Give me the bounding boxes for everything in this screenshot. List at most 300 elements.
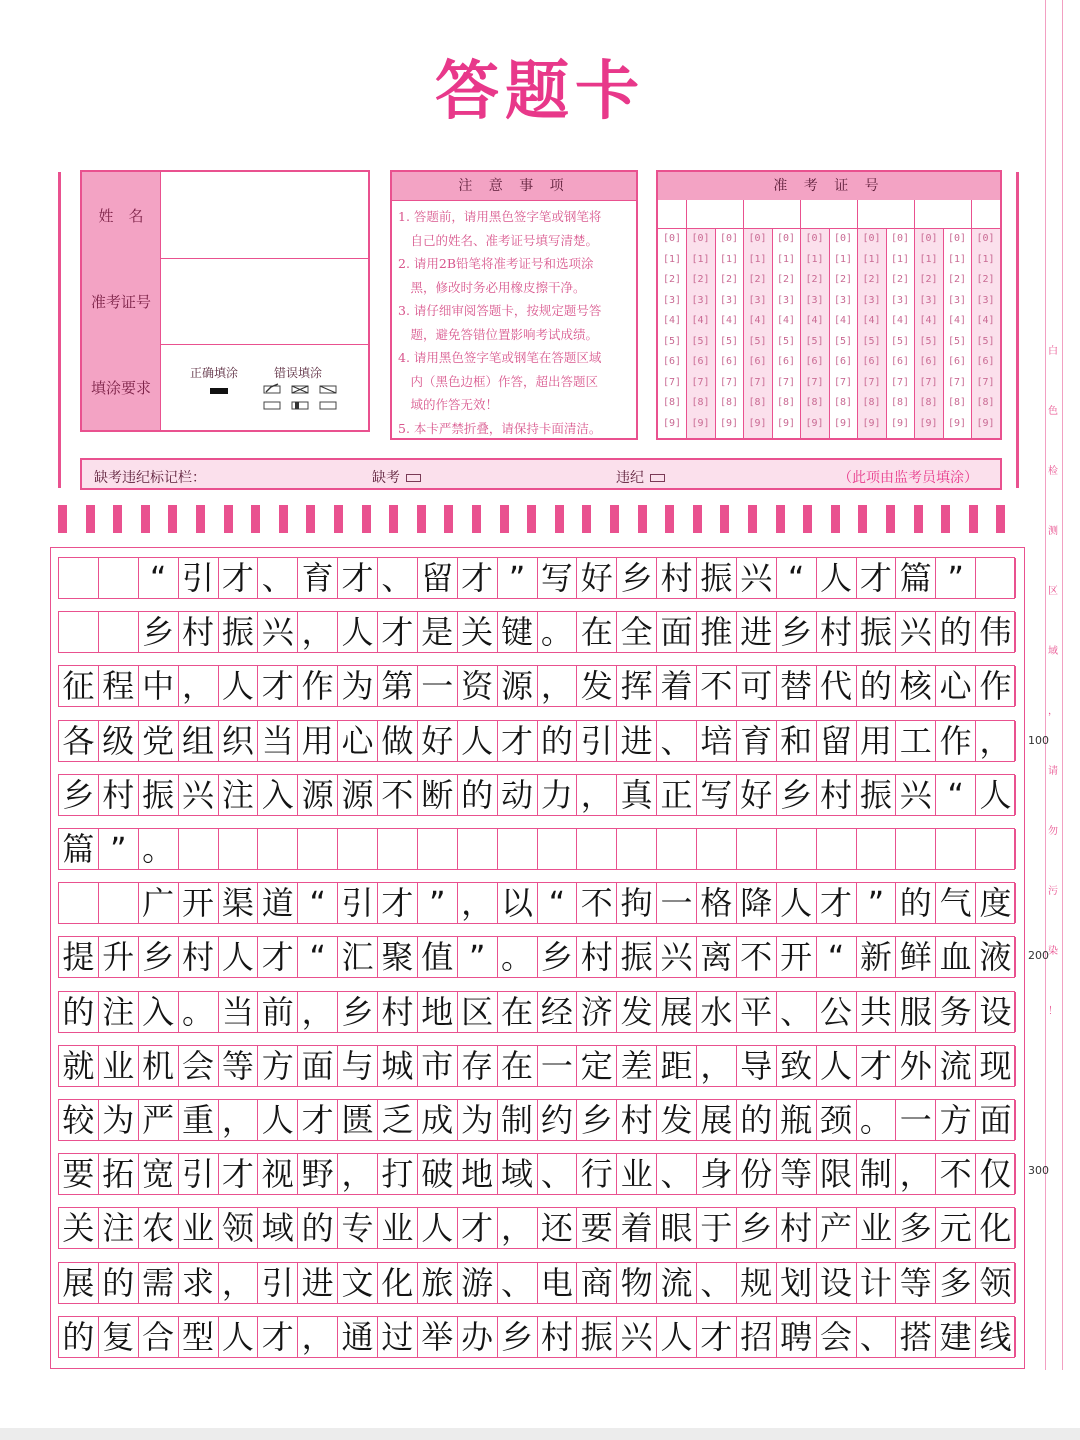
grid-cell[interactable]: 不: [936, 1154, 976, 1194]
grid-cell[interactable]: ，: [896, 1154, 936, 1194]
grid-cell[interactable]: 行: [577, 1154, 617, 1194]
grid-cell[interactable]: “: [936, 775, 976, 815]
exam-digit-bubble[interactable]: [8]: [976, 397, 995, 408]
grid-cell[interactable]: 各: [59, 721, 99, 761]
exam-digit-bubble[interactable]: [9]: [862, 417, 881, 429]
grid-cell[interactable]: 领: [976, 1263, 1016, 1303]
grid-cell[interactable]: 面: [976, 1100, 1016, 1140]
grid-cell[interactable]: 在: [577, 612, 617, 652]
exam-digit-bubble[interactable]: [6]: [833, 356, 853, 367]
grid-cell[interactable]: 发: [657, 1100, 697, 1140]
exam-digit-bubble[interactable]: [3]: [776, 294, 796, 306]
grid-cell[interactable]: 用: [857, 721, 897, 761]
grid-cell[interactable]: 一: [538, 1046, 578, 1086]
exam-digit-bubble[interactable]: [0]: [748, 233, 767, 244]
exam-digit-write-box[interactable]: [858, 200, 886, 229]
exam-digit-bubble[interactable]: [3]: [662, 294, 682, 306]
grid-cell[interactable]: [538, 829, 578, 869]
exam-digit-bubble[interactable]: [1]: [976, 253, 995, 265]
grid-cell[interactable]: 致: [777, 1046, 817, 1086]
grid-cell[interactable]: 产: [817, 1208, 857, 1248]
grid-cell[interactable]: 经: [538, 992, 578, 1032]
exam-digit-bubble[interactable]: [8]: [919, 397, 938, 408]
grid-cell[interactable]: 村: [617, 1100, 657, 1140]
grid-cell[interactable]: 电: [538, 1263, 578, 1303]
grid-cell[interactable]: 才: [697, 1317, 737, 1357]
grid-cell[interactable]: 广: [139, 883, 179, 923]
grid-cell[interactable]: 乡: [139, 937, 179, 977]
exam-digit-bubble[interactable]: [1]: [748, 253, 767, 265]
grid-cell[interactable]: 织: [219, 721, 259, 761]
grid-cell[interactable]: 合: [139, 1317, 179, 1357]
exam-digit-write-box[interactable]: [687, 200, 715, 229]
grid-cell[interactable]: 可: [737, 666, 777, 706]
grid-cell[interactable]: [258, 829, 298, 869]
exam-digit-bubble[interactable]: [2]: [862, 274, 881, 285]
grid-cell[interactable]: [976, 829, 1016, 869]
exam-digit-bubble[interactable]: [4]: [776, 315, 796, 326]
grid-cell[interactable]: 人: [777, 883, 817, 923]
grid-cell[interactable]: 注: [219, 775, 259, 815]
grid-cell[interactable]: 篇: [896, 558, 936, 598]
exam-digit-bubble[interactable]: [3]: [691, 294, 710, 306]
grid-cell[interactable]: 注: [99, 1208, 139, 1248]
grid-cell[interactable]: 。: [498, 937, 538, 977]
grid-cell[interactable]: 破: [418, 1154, 458, 1194]
grid-cell[interactable]: 等: [777, 1154, 817, 1194]
grid-cell[interactable]: 人: [817, 1046, 857, 1086]
grid-cell[interactable]: 源: [338, 775, 378, 815]
exam-digit-bubble[interactable]: [0]: [976, 233, 995, 244]
grid-cell[interactable]: 发: [617, 992, 657, 1032]
grid-cell[interactable]: 颈: [817, 1100, 857, 1140]
grid-cell[interactable]: 的: [857, 666, 897, 706]
exam-digit-bubble[interactable]: [8]: [662, 397, 682, 408]
grid-cell[interactable]: [737, 829, 777, 869]
exam-digit-bubble[interactable]: [8]: [719, 397, 739, 408]
grid-cell[interactable]: 乡: [777, 612, 817, 652]
grid-cell[interactable]: 才: [258, 937, 298, 977]
exam-digit-bubble[interactable]: [1]: [833, 253, 853, 265]
grid-cell[interactable]: 人: [418, 1208, 458, 1248]
grid-cell[interactable]: [896, 829, 936, 869]
exam-digit-bubble[interactable]: [1]: [919, 253, 938, 265]
grid-cell[interactable]: ”: [498, 558, 538, 598]
grid-cell[interactable]: 域: [258, 1208, 298, 1248]
grid-cell[interactable]: 份: [737, 1154, 777, 1194]
grid-cell[interactable]: 务: [936, 992, 976, 1032]
grid-cell[interactable]: 业: [179, 1208, 219, 1248]
grid-cell[interactable]: 瓶: [777, 1100, 817, 1140]
grid-cell[interactable]: 液: [976, 937, 1016, 977]
grid-cell[interactable]: ，: [498, 1208, 538, 1248]
grid-cell[interactable]: 兴: [896, 775, 936, 815]
exam-digit-bubble[interactable]: [1]: [862, 253, 881, 265]
exam-digit-bubble[interactable]: [2]: [805, 274, 824, 285]
grid-cell[interactable]: 留: [817, 721, 857, 761]
grid-cell[interactable]: 核: [896, 666, 936, 706]
exam-digit-bubble[interactable]: [2]: [691, 274, 710, 285]
grid-cell[interactable]: 村: [99, 775, 139, 815]
grid-cell[interactable]: 作: [936, 721, 976, 761]
grid-cell[interactable]: 引: [179, 1154, 219, 1194]
grid-cell[interactable]: 的: [737, 1100, 777, 1140]
grid-cell[interactable]: 搭: [896, 1317, 936, 1357]
exam-digit-write-box[interactable]: [972, 200, 1000, 229]
grid-cell[interactable]: 育: [298, 558, 338, 598]
grid-cell[interactable]: 设: [817, 1263, 857, 1303]
grid-cell[interactable]: 于: [697, 1208, 737, 1248]
grid-cell[interactable]: 兴: [258, 612, 298, 652]
grid-cell[interactable]: 血: [936, 937, 976, 977]
exam-digit-bubble[interactable]: [7]: [919, 376, 938, 388]
grid-cell[interactable]: 业: [378, 1208, 418, 1248]
grid-cell[interactable]: [99, 883, 139, 923]
exam-digit-bubble[interactable]: [3]: [862, 294, 881, 306]
grid-cell[interactable]: ，: [179, 666, 219, 706]
grid-cell[interactable]: ，: [298, 612, 338, 652]
grid-cell[interactable]: 、: [498, 1263, 538, 1303]
grid-cell[interactable]: 规: [737, 1263, 777, 1303]
grid-cell[interactable]: [219, 829, 259, 869]
grid-cell[interactable]: 约: [538, 1100, 578, 1140]
exam-digit-bubble[interactable]: [5]: [947, 335, 967, 347]
grid-cell[interactable]: 村: [577, 937, 617, 977]
grid-cell[interactable]: 篇: [59, 829, 99, 869]
grid-cell[interactable]: 的: [538, 721, 578, 761]
grid-cell[interactable]: 振: [139, 775, 179, 815]
grid-cell[interactable]: 乏: [378, 1100, 418, 1140]
grid-cell[interactable]: 限: [817, 1154, 857, 1194]
exam-digit-bubble[interactable]: [1]: [890, 253, 910, 265]
grid-cell[interactable]: 游: [458, 1263, 498, 1303]
exam-digit-bubble[interactable]: [8]: [833, 397, 853, 408]
grid-cell[interactable]: 、: [378, 558, 418, 598]
grid-cell[interactable]: 面: [657, 612, 697, 652]
grid-cell[interactable]: 留: [418, 558, 458, 598]
violation-checkbox[interactable]: [650, 474, 665, 482]
grid-cell[interactable]: 方: [936, 1100, 976, 1140]
grid-cell[interactable]: 当: [219, 992, 259, 1032]
grid-cell[interactable]: 人: [458, 721, 498, 761]
grid-cell[interactable]: 在: [498, 1046, 538, 1086]
grid-cell[interactable]: 与: [338, 1046, 378, 1086]
grid-cell[interactable]: 一: [657, 883, 697, 923]
grid-cell[interactable]: 工: [896, 721, 936, 761]
grid-cell[interactable]: 好: [737, 775, 777, 815]
grid-cell[interactable]: ”: [857, 883, 897, 923]
exam-digit-bubble[interactable]: [5]: [805, 335, 824, 347]
grid-cell[interactable]: 聘: [777, 1317, 817, 1357]
exam-digit-bubble[interactable]: [3]: [719, 294, 739, 306]
exam-digit-bubble[interactable]: [9]: [976, 417, 995, 429]
exam-digit-bubble[interactable]: [2]: [976, 274, 995, 285]
exam-digit-bubble[interactable]: [9]: [890, 417, 910, 429]
grid-cell[interactable]: [857, 829, 897, 869]
grid-cell[interactable]: 入: [258, 775, 298, 815]
grid-cell[interactable]: 招: [737, 1317, 777, 1357]
grid-cell[interactable]: 关: [458, 612, 498, 652]
grid-cell[interactable]: 党: [139, 721, 179, 761]
grid-cell[interactable]: 力: [538, 775, 578, 815]
grid-cell[interactable]: 展: [59, 1263, 99, 1303]
grid-cell[interactable]: 方: [258, 1046, 298, 1086]
grid-cell[interactable]: [697, 829, 737, 869]
grid-cell[interactable]: 才: [219, 1154, 259, 1194]
grid-cell[interactable]: 成: [418, 1100, 458, 1140]
grid-cell[interactable]: ”: [458, 937, 498, 977]
grid-cell[interactable]: 的: [99, 1263, 139, 1303]
grid-cell[interactable]: 多: [896, 1208, 936, 1248]
grid-cell[interactable]: 展: [657, 992, 697, 1032]
grid-cell[interactable]: ，: [697, 1046, 737, 1086]
grid-cell[interactable]: 真: [617, 775, 657, 815]
grid-cell[interactable]: 才: [498, 721, 538, 761]
grid-cell[interactable]: [59, 612, 99, 652]
exam-digit-bubble[interactable]: [7]: [691, 376, 710, 388]
exam-digit-bubble[interactable]: [7]: [662, 376, 682, 388]
grid-cell[interactable]: 培: [697, 721, 737, 761]
grid-cell[interactable]: [59, 558, 99, 598]
exam-digit-bubble[interactable]: [2]: [719, 274, 739, 285]
grid-cell[interactable]: 才: [378, 883, 418, 923]
grid-cell[interactable]: 、: [538, 1154, 578, 1194]
grid-cell[interactable]: 。: [139, 829, 179, 869]
grid-cell[interactable]: 计: [857, 1263, 897, 1303]
grid-cell[interactable]: 引: [577, 721, 617, 761]
grid-cell[interactable]: 第: [378, 666, 418, 706]
exam-digit-bubble[interactable]: [0]: [947, 233, 967, 244]
grid-cell[interactable]: 兴: [737, 558, 777, 598]
exam-digit-bubble[interactable]: [6]: [862, 356, 881, 367]
exam-digit-bubble[interactable]: [0]: [890, 233, 910, 244]
grid-cell[interactable]: [458, 829, 498, 869]
exam-digit-bubble[interactable]: [9]: [776, 417, 796, 429]
grid-cell[interactable]: 键: [498, 612, 538, 652]
grid-cell[interactable]: ，: [219, 1100, 259, 1140]
grid-cell[interactable]: 流: [936, 1046, 976, 1086]
grid-cell[interactable]: ，: [538, 666, 578, 706]
grid-cell[interactable]: [298, 829, 338, 869]
grid-cell[interactable]: 型: [179, 1317, 219, 1357]
exam-digit-bubble[interactable]: [7]: [719, 376, 739, 388]
grid-cell[interactable]: 级: [99, 721, 139, 761]
grid-cell[interactable]: 还: [538, 1208, 578, 1248]
grid-cell[interactable]: 着: [617, 1208, 657, 1248]
grid-cell[interactable]: 线: [976, 1317, 1016, 1357]
exam-digit-bubble[interactable]: [2]: [776, 274, 796, 285]
exam-digit-bubble[interactable]: [3]: [919, 294, 938, 306]
grid-cell[interactable]: [617, 829, 657, 869]
grid-cell[interactable]: ，: [976, 721, 1016, 761]
grid-cell[interactable]: 定: [577, 1046, 617, 1086]
exam-digit-bubble[interactable]: [4]: [805, 315, 824, 326]
exam-digit-bubble[interactable]: [0]: [776, 233, 796, 244]
exam-digit-bubble[interactable]: [5]: [691, 335, 710, 347]
grid-cell[interactable]: 为: [458, 1100, 498, 1140]
grid-cell[interactable]: 入: [139, 992, 179, 1032]
absent-checkbox[interactable]: [406, 474, 421, 482]
grid-cell[interactable]: ，: [577, 775, 617, 815]
exam-digit-bubble[interactable]: [4]: [976, 315, 995, 326]
grid-cell[interactable]: 度: [976, 883, 1016, 923]
grid-cell[interactable]: “: [298, 937, 338, 977]
grid-cell[interactable]: [498, 829, 538, 869]
grid-cell[interactable]: 匮: [338, 1100, 378, 1140]
grid-cell[interactable]: “: [817, 937, 857, 977]
grid-cell[interactable]: 、: [857, 1317, 897, 1357]
grid-cell[interactable]: 村: [817, 775, 857, 815]
grid-cell[interactable]: 发: [577, 666, 617, 706]
grid-cell[interactable]: [99, 558, 139, 598]
grid-cell[interactable]: 地: [418, 992, 458, 1032]
exam-digit-bubble[interactable]: [5]: [776, 335, 796, 347]
grid-cell[interactable]: 域: [498, 1154, 538, 1194]
grid-cell[interactable]: 。: [179, 992, 219, 1032]
grid-cell[interactable]: 开: [777, 937, 817, 977]
grid-cell[interactable]: 外: [896, 1046, 936, 1086]
grid-cell[interactable]: 乡: [617, 558, 657, 598]
grid-cell[interactable]: [338, 829, 378, 869]
grid-cell[interactable]: 源: [298, 775, 338, 815]
grid-cell[interactable]: 旅: [418, 1263, 458, 1303]
exam-digit-bubble[interactable]: [3]: [748, 294, 767, 306]
grid-cell[interactable]: 的: [59, 992, 99, 1032]
grid-cell[interactable]: 村: [179, 612, 219, 652]
exam-digit-bubble[interactable]: [4]: [833, 315, 853, 326]
grid-cell[interactable]: 村: [378, 992, 418, 1032]
grid-cell[interactable]: 在: [498, 992, 538, 1032]
grid-cell[interactable]: 进: [298, 1263, 338, 1303]
exam-digit-bubble[interactable]: [9]: [719, 417, 739, 429]
grid-cell[interactable]: 人: [338, 612, 378, 652]
exam-digit-bubble[interactable]: [7]: [976, 376, 995, 388]
grid-cell[interactable]: 一: [896, 1100, 936, 1140]
exam-digit-write-box[interactable]: [772, 200, 800, 229]
grid-cell[interactable]: 通: [338, 1317, 378, 1357]
grid-cell[interactable]: 物: [617, 1263, 657, 1303]
grid-cell[interactable]: 人: [219, 666, 259, 706]
exam-digit-bubble[interactable]: [2]: [662, 274, 682, 285]
grid-cell[interactable]: 振: [697, 558, 737, 598]
grid-cell[interactable]: 身: [697, 1154, 737, 1194]
grid-cell[interactable]: 、: [657, 721, 697, 761]
grid-cell[interactable]: [936, 829, 976, 869]
grid-cell[interactable]: 正: [657, 775, 697, 815]
grid-cell[interactable]: 心: [338, 721, 378, 761]
exam-digit-write-box[interactable]: [886, 200, 914, 229]
grid-cell[interactable]: [59, 883, 99, 923]
grid-cell[interactable]: 进: [617, 721, 657, 761]
exam-digit-bubble[interactable]: [4]: [748, 315, 767, 326]
exam-digit-bubble[interactable]: [1]: [719, 253, 739, 265]
grid-cell[interactable]: 兴: [179, 775, 219, 815]
grid-cell[interactable]: 鲜: [896, 937, 936, 977]
grid-cell[interactable]: 组: [179, 721, 219, 761]
exam-digit-bubble[interactable]: [9]: [947, 417, 967, 429]
exam-digit-bubble[interactable]: [4]: [947, 315, 967, 326]
grid-cell[interactable]: 乡: [139, 612, 179, 652]
grid-cell[interactable]: “: [538, 883, 578, 923]
grid-cell[interactable]: 领: [219, 1208, 259, 1248]
exam-digit-bubble[interactable]: [7]: [748, 376, 767, 388]
exam-digit-write-box[interactable]: [801, 200, 829, 229]
grid-cell[interactable]: 和: [777, 721, 817, 761]
grid-cell[interactable]: 化: [976, 1208, 1016, 1248]
grid-cell[interactable]: 作: [976, 666, 1016, 706]
exam-digit-bubble[interactable]: [8]: [862, 397, 881, 408]
grid-cell[interactable]: 设: [976, 992, 1016, 1032]
exam-digit-bubble[interactable]: [1]: [662, 253, 682, 265]
grid-cell[interactable]: 新: [857, 937, 897, 977]
grid-cell[interactable]: 共: [857, 992, 897, 1032]
exam-digit-write-box[interactable]: [829, 200, 857, 229]
grid-cell[interactable]: 是: [418, 612, 458, 652]
grid-cell[interactable]: 伟: [976, 612, 1016, 652]
exam-digit-bubble[interactable]: [6]: [776, 356, 796, 367]
grid-cell[interactable]: 才: [338, 558, 378, 598]
grid-cell[interactable]: 才: [458, 1208, 498, 1248]
grid-cell[interactable]: 中: [139, 666, 179, 706]
exam-digit-bubble[interactable]: [5]: [748, 335, 767, 347]
grid-cell[interactable]: 举: [418, 1317, 458, 1357]
grid-cell[interactable]: 挥: [617, 666, 657, 706]
grid-cell[interactable]: 源: [498, 666, 538, 706]
exam-digit-bubble[interactable]: [9]: [833, 417, 853, 429]
exam-digit-bubble[interactable]: [3]: [833, 294, 853, 306]
grid-cell[interactable]: 为: [338, 666, 378, 706]
grid-cell[interactable]: 。: [857, 1100, 897, 1140]
grid-cell[interactable]: 一: [418, 666, 458, 706]
grid-cell[interactable]: 聚: [378, 937, 418, 977]
exam-digit-bubble[interactable]: [4]: [890, 315, 910, 326]
grid-cell[interactable]: 要: [59, 1154, 99, 1194]
exam-digit-bubble[interactable]: [3]: [947, 294, 967, 306]
exam-digit-bubble[interactable]: [6]: [919, 356, 938, 367]
grid-cell[interactable]: 兴: [617, 1317, 657, 1357]
grid-cell[interactable]: 平: [737, 992, 777, 1032]
grid-cell[interactable]: 打: [378, 1154, 418, 1194]
exam-digit-bubble[interactable]: [0]: [833, 233, 853, 244]
grid-cell[interactable]: 才: [258, 1317, 298, 1357]
grid-cell[interactable]: 农: [139, 1208, 179, 1248]
exam-digit-bubble[interactable]: [4]: [662, 315, 682, 326]
grid-cell[interactable]: 写: [697, 775, 737, 815]
exam-digit-bubble[interactable]: [0]: [691, 233, 710, 244]
grid-cell[interactable]: 兴: [657, 937, 697, 977]
grid-cell[interactable]: 、: [258, 558, 298, 598]
grid-cell[interactable]: 才: [258, 666, 298, 706]
exam-digit-bubble[interactable]: [0]: [662, 233, 682, 244]
exam-digit-write-box[interactable]: [715, 200, 743, 229]
exam-digit-write-box[interactable]: [915, 200, 943, 229]
grid-cell[interactable]: 划: [777, 1263, 817, 1303]
exam-digit-bubble[interactable]: [8]: [890, 397, 910, 408]
grid-cell[interactable]: 才: [219, 558, 259, 598]
grid-cell[interactable]: ，: [298, 1317, 338, 1357]
grid-cell[interactable]: 汇: [338, 937, 378, 977]
grid-cell[interactable]: 业: [617, 1154, 657, 1194]
grid-cell[interactable]: 存: [458, 1046, 498, 1086]
exam-digit-bubble[interactable]: [8]: [748, 397, 767, 408]
grid-cell[interactable]: 村: [538, 1317, 578, 1357]
exam-digit-bubble[interactable]: [1]: [947, 253, 967, 265]
grid-cell[interactable]: 心: [936, 666, 976, 706]
grid-cell[interactable]: 不: [697, 666, 737, 706]
grid-cell[interactable]: 的: [896, 883, 936, 923]
grid-cell[interactable]: 用: [298, 721, 338, 761]
grid-cell[interactable]: ，: [298, 992, 338, 1032]
